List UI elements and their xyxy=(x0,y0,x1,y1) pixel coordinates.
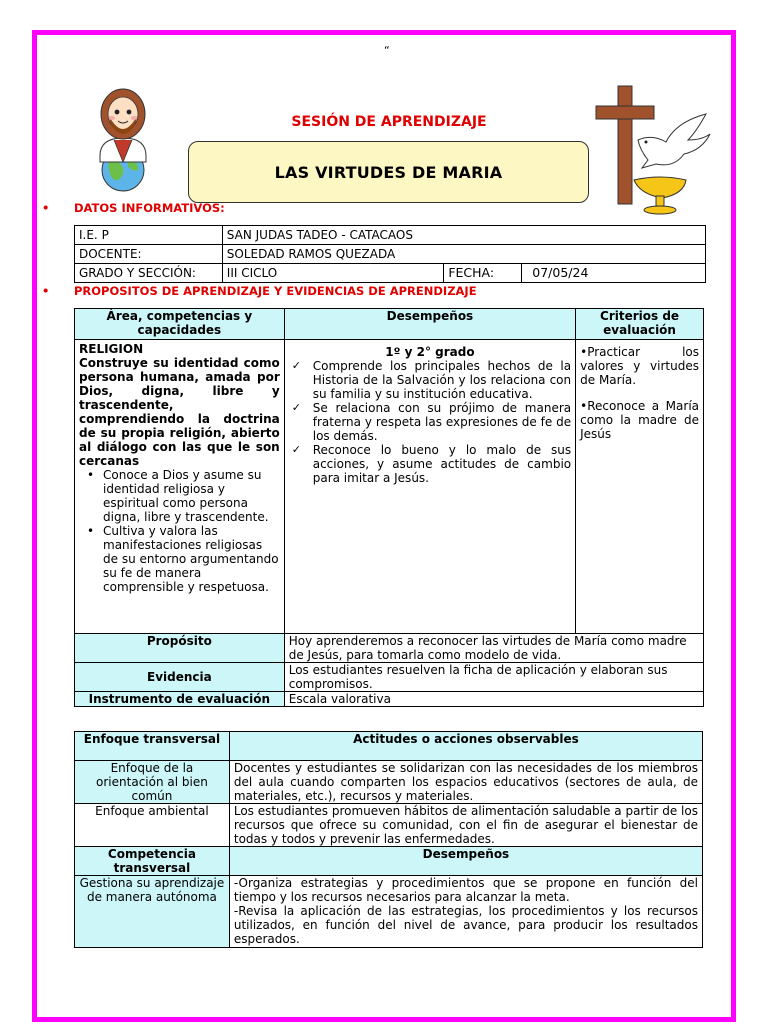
lesson-title: LAS VIRTUDES DE MARIA xyxy=(188,141,589,203)
enfoque-text: Los estudiantes promueven hábitos de alimentación saludable a partir de los recursos que ofrece su comunidad, con el fin de asegurar el bienestar de todas y todos y prevenir las enfermedades. xyxy=(229,804,702,847)
datos-heading: • DATOS INFORMATIVOS: xyxy=(42,201,225,215)
col-criterios-header: Criterios de evaluación xyxy=(576,309,704,340)
list-item: • Conoce a Dios y asume su identidad religiosa y espiritual como persona digna, libre y trascendente. xyxy=(79,468,280,524)
grado-label: 1º y 2° grado xyxy=(385,345,475,359)
enfoques-table xyxy=(74,731,703,948)
col-actitudes-header: Actitudes o acciones observables xyxy=(229,732,702,761)
table-row xyxy=(75,876,703,948)
area-title: RELIGION xyxy=(79,342,144,356)
evidencia-text: Los estudiantes resuelven la ficha de aplicación y elaboran sus compromisos. xyxy=(284,663,703,692)
table-row xyxy=(75,634,704,663)
competencia-text: Construye su identidad como persona humana, amada por Dios, digna, libre y trascendente, comprendiendo la doctrina de su propia religión, abierto al diálogo con las que le son cercanas xyxy=(79,356,280,468)
instrumento-text: Escala valorativa xyxy=(284,692,703,707)
col-desempenos-header: Desempeños xyxy=(284,309,575,340)
proposito-label: Propósito xyxy=(75,634,285,663)
desempenos-cell xyxy=(284,340,575,634)
table-row xyxy=(75,264,706,283)
capacidades-list xyxy=(79,468,280,594)
propositos-heading: • PROPOSITOS DE APRENDIZAJE Y EVIDENCIAS DE APRENDIZAJE xyxy=(42,284,477,298)
cross-dove-chalice-icon xyxy=(594,84,714,220)
session-title: SESIÓN DE APRENDIZAJE xyxy=(291,114,487,130)
table-row xyxy=(75,226,706,245)
competencia-name: Gestiona su aprendizaje de manera autónoma xyxy=(75,876,230,948)
list-item: • Cultiva y valora las manifestaciones religiosas de su entorno argumentando su fe de manera comprensible y respetuosa. xyxy=(79,524,280,594)
table-row xyxy=(75,245,706,264)
area-cell xyxy=(75,340,285,634)
list-item: ✓ Reconoce lo bueno y lo malo de sus acciones, y asume actitudes de cambio para imitar a Jesús. xyxy=(289,443,571,485)
criterio-item: •Practicar los valores y virtudes de María. xyxy=(580,345,699,387)
table-row xyxy=(75,309,704,340)
criterios-cell xyxy=(576,340,704,634)
instrumento-label: Instrumento de evaluación xyxy=(75,692,285,707)
datos-value: SOLEDAD RAMOS QUEZADA xyxy=(222,245,705,264)
enfoque-name: Enfoque ambiental xyxy=(75,804,230,847)
desempenos-list xyxy=(289,359,571,485)
datos-table xyxy=(74,225,706,283)
table-row xyxy=(75,663,704,692)
quote-mark: “ xyxy=(384,44,390,57)
col-area-header: Área, competencias y capacidades xyxy=(75,309,285,340)
col-competencia-header: Competencia transversal xyxy=(75,847,230,876)
table-row xyxy=(75,804,703,847)
table-row xyxy=(75,761,703,804)
table-row xyxy=(75,847,703,876)
list-item: ✓ Comprende los principales hechos de la Historia de la Salvación y los relaciona con su familia y su institución educativa. xyxy=(289,359,571,401)
datos-label: GRADO Y SECCIÓN: xyxy=(75,264,223,283)
proposito-text: Hoy aprenderemos a reconocer las virtudes de María como madre de Jesús, para tomarla como modelo de vida. xyxy=(284,634,703,663)
jesus-with-globe-icon xyxy=(92,86,154,194)
datos-value: SAN JUDAS TADEO - CATACAOS xyxy=(222,226,705,245)
datos-label: DOCENTE: xyxy=(75,245,223,264)
evidencia-label: Evidencia xyxy=(75,663,285,692)
enfoque-name: Enfoque de la orientación al bien común xyxy=(75,761,230,804)
enfoque-text: Docentes y estudiantes se solidarizan con las necesidades de los miembros del aula cuando comparten los espacios educativos (sectores de aula, de materiales, etc.), recursos y materiales. xyxy=(229,761,702,804)
fecha-value: 07/05/24 xyxy=(522,264,706,283)
fecha-label: FECHA: xyxy=(444,264,522,283)
list-item: -Organiza estrategias y procedimientos que se propone en función del tiempo y los recursos necesarios para alcanzar la meta. xyxy=(233,876,698,904)
datos-label: I.E. P xyxy=(75,226,223,245)
col-enfoque-header: Enfoque transversal xyxy=(75,732,230,761)
datos-value: III CICLO xyxy=(222,264,444,283)
table-row xyxy=(75,692,704,707)
table-row xyxy=(75,340,704,634)
col-desempenos-header: Desempeños xyxy=(229,847,702,876)
list-item: -Revisa la aplicación de las estrategias, los procedimientos y los recursos utilizados, en función del nivel de avance, para producir los resultados esperados. xyxy=(233,904,698,946)
criterio-item: •Reconoce a María como la madre de Jesús xyxy=(580,399,699,441)
list-item: ✓ Se relaciona con su prójimo de manera fraterna y respeta las expresiones de fe de los demás. xyxy=(289,401,571,443)
propositos-table xyxy=(74,308,704,707)
table-row xyxy=(75,732,703,761)
competencia-desempenos xyxy=(229,876,702,948)
